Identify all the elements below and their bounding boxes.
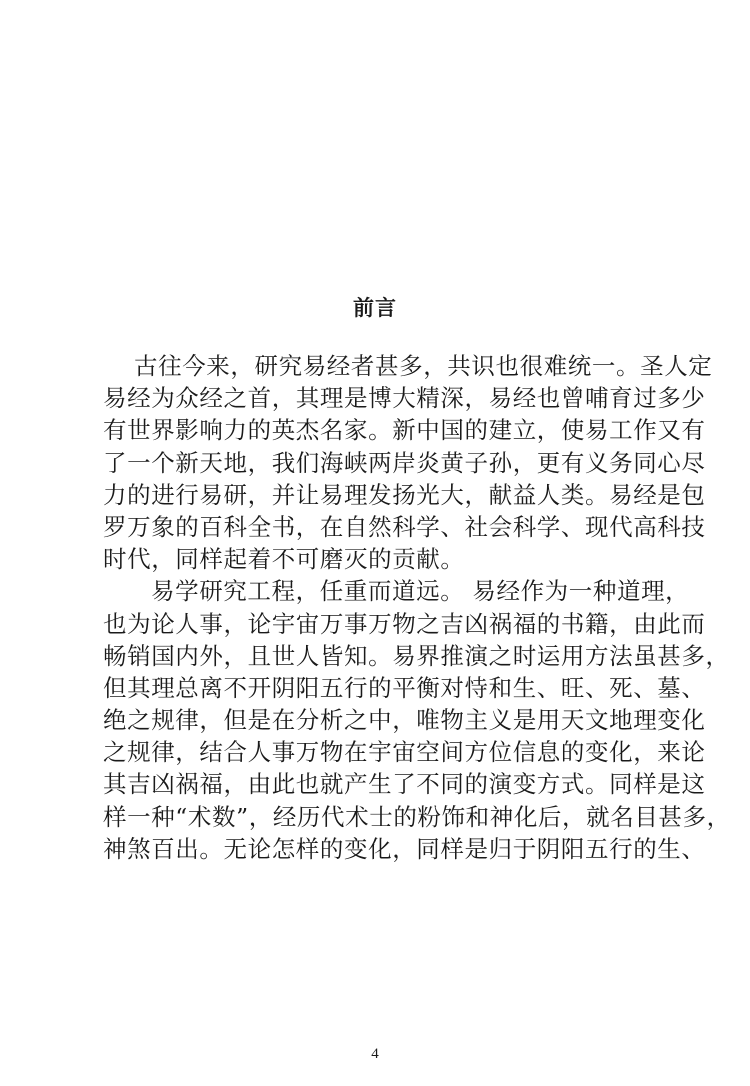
paragraph-line: 神煞百出。无论怎样的变化，同样是归于阴阳五行的生、: [103, 834, 706, 863]
paragraph-line: 易经为众经之首，其理是博大精深，易经也曾哺育过多少: [103, 384, 706, 413]
paragraph-line: 也为论人事，论宇宙万事万物之吉凶祸福的书籍，由此而: [103, 609, 706, 638]
paragraph-line: 绝之规律，但是在分析之中，唯物主义是用天文地理变化: [103, 706, 706, 735]
body-text: [103, 350, 731, 865]
page-number: 4: [371, 1046, 379, 1062]
paragraph-line: 畅销国内外，且世人皆知。易界推演之时运用方法虽甚多，: [103, 641, 730, 670]
paragraph-line: 之规律，结合人事万物在宇宙空间方位信息的变化，来论: [103, 738, 706, 767]
paragraph-line: 了一个新天地，我们海峡两岸炎黄子孙，更有义务同心尽: [103, 448, 706, 477]
paragraph-line: 罗万象的百科全书，在自然科学、社会科学、现代高科技: [103, 512, 706, 541]
page-title: 前言: [353, 296, 397, 320]
paragraph-line: 样一种“术数”，经历代术士的粉饰和神化后，就名目甚多，: [103, 802, 731, 831]
paragraph-line: 但其理总离不开阴阳五行的平衡对恃和生、旺、死、墓、: [103, 673, 706, 702]
paragraph-line: 时代，同样起着不可磨灭的贡献。: [103, 545, 465, 574]
paragraph-line: 力的进行易研，并让易理发扬光大，献益人类。易经是包: [103, 480, 706, 509]
paragraph-line: 有世界影响力的英杰名家。新中国的建立，使易工作又有: [103, 416, 706, 445]
paragraph-line: 古往今来，研究易经者甚多，共识也很难统一。圣人定: [134, 352, 713, 380]
paragraph-line: 其吉凶祸福，由此也就产生了不同的演变方式。同样是这: [103, 770, 706, 799]
paragraph-line: 易学研究工程，任重而道远。 易经作为一种道理，: [151, 577, 690, 606]
